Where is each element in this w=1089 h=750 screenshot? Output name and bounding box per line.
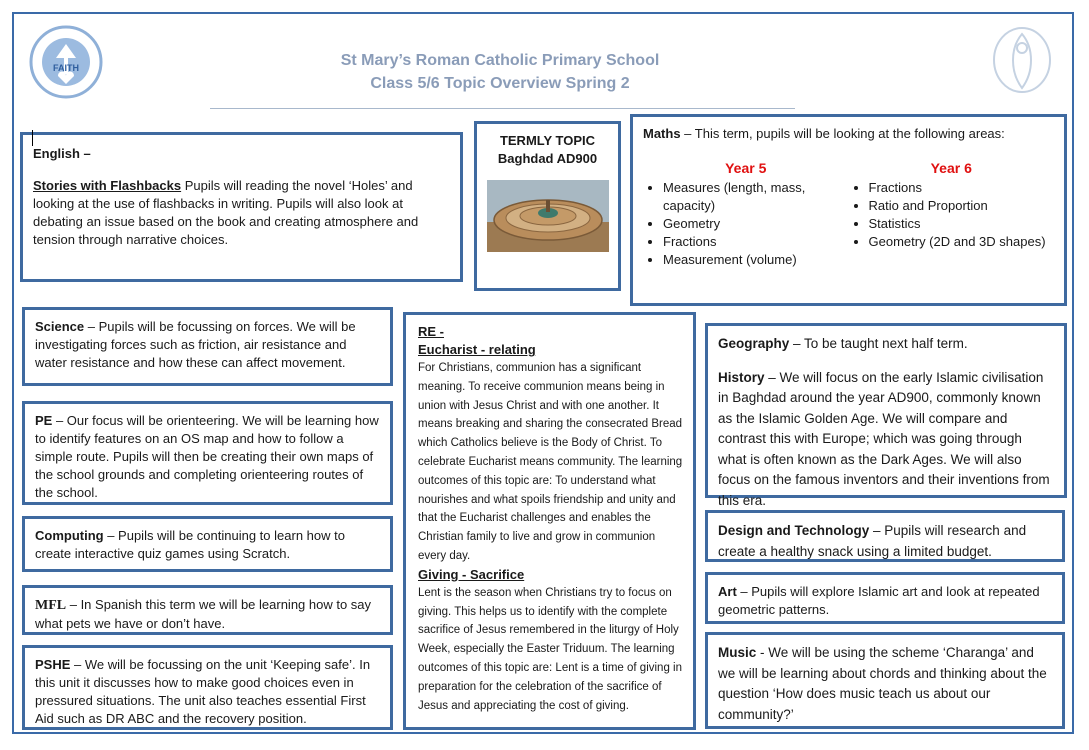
list-item: • Ratio and Proportion — [869, 197, 1055, 215]
list-item: • Fractions — [663, 233, 849, 251]
text-cursor — [32, 130, 33, 146]
music-text: - We will be using the scheme ‘Charanga’ and we will be learning about chords and thinking about the question ‘How does music teach us about our community?’ — [718, 645, 1047, 722]
list-item: • Geometry — [663, 215, 849, 233]
english-heading: English – — [33, 146, 91, 161]
computing-text: – Pupils will be continuing to learn how to create interactive quiz games using Scratch. — [35, 528, 345, 561]
list-item: • Geometry (2D and 3D shapes) — [869, 233, 1055, 251]
music-box — [705, 632, 1065, 729]
re-giving-text: Lent is the season when Christians try to focus on giving. This helps us to identify with the complete sacrifice of Jesus remembered in the liturgy of Holy Week, especially the Easter Triduum. The learning outcomes of this topic are: Lent is a time of giving in preparation for the celebration of the sacrifice of Jesus and appreciating the cost of giving. — [418, 586, 682, 712]
science-heading: Science — [35, 319, 85, 334]
re-eucharist-text: For Christians, communion has a significant meaning. To receive communion means being in union with Jesus Christ and with one another. It means breaking and sharing the consecrated Bread which Catholics believe is the Body of Christ. To celebrate Eucharist means community. The learning outcomes of this topic are: To understand what nourishes and what spoils friendship and unity and that the Eucharist challenges and enables the Christian family to live and grow in communion every day. — [418, 362, 683, 562]
year6-list — [849, 179, 1055, 251]
year5-label: Year 5 — [725, 160, 767, 176]
mfl-heading: MFL — [35, 598, 67, 613]
art-heading: Art — [718, 584, 737, 599]
computing-heading: Computing — [35, 528, 104, 543]
re-box — [403, 312, 696, 730]
school-name-title: St Mary’s Roman Catholic Primary School — [340, 52, 660, 69]
dt-text: – Pupils will research and create a healthy snack using a limited budget. — [718, 523, 1027, 559]
list-item: • Measurement (volume) — [663, 251, 849, 269]
year6-column — [849, 159, 1055, 269]
maths-intro: – This term, pupils will be looking at the following areas: — [680, 126, 1005, 141]
pe-heading: PE — [35, 413, 53, 428]
year5-list — [643, 179, 849, 269]
list-item: • Measures (length, mass, capacity) — [663, 179, 849, 215]
english-text: Pupils will reading the novel ‘Holes’ and looking at the use of flashbacks in writing. Pupils will also look at debating an issue based on the book and creating atmosphere and tension through narrative choices. — [33, 178, 419, 247]
termly-topic-box — [474, 121, 621, 291]
pshe-heading: PSHE — [35, 657, 71, 672]
science-box — [22, 307, 393, 386]
year6-label: Year 6 — [930, 160, 972, 176]
pshe-text: – We will be focussing on the unit ‘Keeping safe’. In this unit it discusses how to make good choices even in pressured situations. The unit also teaches essential First Aid such as DR ABC and the recovery position. — [35, 657, 371, 726]
school-logo-left — [28, 24, 104, 100]
year5-column — [643, 159, 849, 269]
re-heading: RE - — [418, 324, 444, 339]
geography-history-box — [705, 323, 1067, 508]
geography-heading: Geography — [718, 336, 790, 351]
pshe-box — [22, 645, 393, 730]
pe-box — [22, 401, 393, 505]
re-subheading-eucharist: Eucharist - relating — [418, 342, 536, 357]
overview-title: Class 5/6 Topic Overview Spring 2 — [370, 75, 630, 92]
re-subheading-giving: Giving - Sacrifice — [418, 566, 525, 582]
logo-faith-text: FAITH — [53, 63, 79, 73]
topic-label: TERMLY TOPIC — [499, 133, 596, 148]
english-box — [20, 132, 463, 282]
dt-heading: Design and Technology — [718, 523, 870, 538]
mfl-text: – In Spanish this term we will be learning how to say what pets we have or don’t have. — [35, 597, 372, 631]
maths-heading: Maths — [643, 126, 681, 141]
school-logo-right — [990, 24, 1054, 96]
music-heading: Music — [718, 645, 757, 660]
list-item: • Statistics — [869, 215, 1055, 233]
science-text: – Pupils will be focussing on forces. We will be investigating forces such as friction, air resistance and water resistance and how these can affect movement. — [35, 319, 356, 370]
mfl-box — [22, 585, 393, 635]
maths-box — [630, 114, 1067, 306]
topic-title: Baghdad AD900 — [497, 151, 598, 166]
art-text: – Pupils will explore Islamic art and look at repeated geometric patterns. — [718, 584, 1040, 617]
history-text: – We will focus on the early Islamic civilisation in Baghdad around the year AD900, commonly known as the Islamic Golden Age. We will compare and contrast this with Europe; which was going through what is often known as the Dark Ages. We will also focus on the famous inventors and their inventions from this era. — [718, 369, 1050, 508]
dt-box — [705, 510, 1065, 562]
geography-text: – To be taught next half term. — [789, 336, 968, 351]
title-divider — [210, 108, 795, 109]
list-item: • Fractions — [869, 179, 1055, 197]
computing-box — [22, 516, 393, 572]
art-box — [705, 572, 1065, 624]
history-heading: History — [718, 369, 765, 385]
pe-text: – Our focus will be orienteering. We will be learning how to identify features on an OS map and how to follow a simple route. Pupils will then be creating their own maps of the school grounds and completing orienteering routes of the school. — [35, 413, 379, 500]
baghdad-city-image — [487, 180, 609, 252]
english-subheading: Stories with Flashbacks — [33, 178, 182, 193]
